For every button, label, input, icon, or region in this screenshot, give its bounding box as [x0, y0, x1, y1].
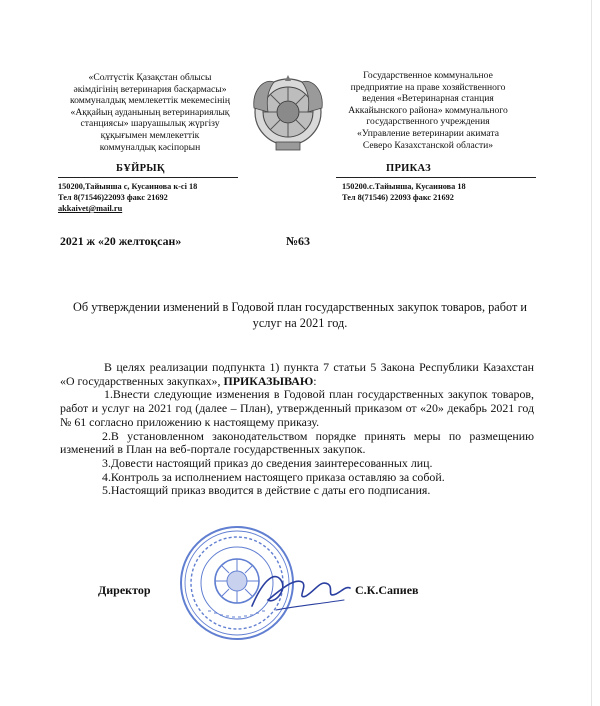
page-edge: [591, 0, 592, 706]
header-rule-left: [58, 177, 238, 178]
header-right-line: предприятие на праве хозяйственного: [350, 81, 506, 93]
header-left-line: әкімдігінің ветеринария басқармасы»: [73, 83, 227, 95]
order-item-3: 3.Довести настоящий приказ до сведения заинтересованных лиц.: [102, 455, 433, 470]
header-right-line: «Управление ветеринарии акимата: [357, 127, 499, 139]
order-subject: Об утверждении изменений в Годовой план государственных закупок товаров, работ и услуг на 2021 год.: [73, 300, 527, 330]
header-left-line: құқығымен мемлекеттік: [100, 129, 200, 141]
order-date: 2021 ж «20 желтоқсан»: [60, 234, 182, 248]
handwritten-signature-icon: [246, 560, 356, 620]
address-line: akkaivet@mail.ru: [58, 204, 123, 213]
header-right-line: ведения «Ветеринарная станция: [362, 93, 494, 105]
header-rule-right: [336, 177, 536, 178]
address-line: 150200.с.Тайынша, Кусаинова 18: [342, 182, 466, 191]
header-left-line: коммуналдық кәсіпорын: [99, 141, 201, 153]
header-left-line: «Аққайың ауданының ветеринариялық: [70, 106, 230, 118]
left-title: БҰЙРЫҚ: [116, 163, 165, 174]
header-left-kazakh: [52, 72, 248, 153]
order-item-1: 1.Внести следующие изменения в Годовой план государственных закупок товаров, работ и услуг на 2021 год (далее – План), утвержденный приказом от «20» декабрь 2021 год № 61 согласно приложению к настоящему приказу.: [60, 387, 534, 429]
header-right-line: Аккайынского района» коммунального: [348, 104, 508, 116]
order-item-2: 2.В установленном законодательством порядке принять меры по размещению изменений в План на веб-портале государственных закупок.: [60, 428, 534, 457]
order-body: [60, 361, 534, 498]
header-left-line: станциясы» шаруашылық жүргізу: [80, 118, 220, 130]
preamble-text: В целях реализации подпункта 1) пункта 7 статьи 5 Закона Республики Казахстан «О государственных закупках»,: [60, 360, 534, 388]
header-right-line: Северо Казахстанской области»: [362, 139, 494, 151]
kazakhstan-emblem-icon: [250, 72, 326, 156]
preamble: [60, 361, 534, 388]
address-line: Тел 8(71546) 22093 факс 21692: [342, 193, 454, 202]
address-line: Тел 8(71546)22093 факс 21692: [58, 193, 168, 202]
order-number: №63: [286, 234, 311, 248]
header-right-russian: [322, 70, 534, 151]
preamble-directive: ПРИКАЗЫВАЮ: [223, 373, 314, 388]
header-left-line: «Солтүстік Қазақстан облысы: [88, 72, 212, 83]
preamble-end: :: [313, 373, 317, 388]
signature-name: С.К.Сапиев: [355, 583, 419, 597]
header-right-line: Государственное коммунальное: [363, 70, 493, 81]
header-right-line: государственного учреждения: [366, 116, 490, 128]
right-address: [342, 181, 466, 203]
signature-role: Директор: [98, 583, 151, 597]
left-address: [58, 181, 197, 214]
header-left-line: коммуналдық мемлекеттік мекемесінің: [69, 95, 231, 107]
right-title: ПРИКАЗ: [386, 163, 432, 174]
address-line: 150200,Тайынша с, Кусаинова к-сі 18: [58, 182, 198, 191]
order-item-4: 4.Контроль за исполнением настоящего приказа оставляю за собой.: [102, 469, 445, 484]
order-item-5: 5.Настоящий приказ вводится в действие с даты его подписания.: [102, 483, 431, 498]
